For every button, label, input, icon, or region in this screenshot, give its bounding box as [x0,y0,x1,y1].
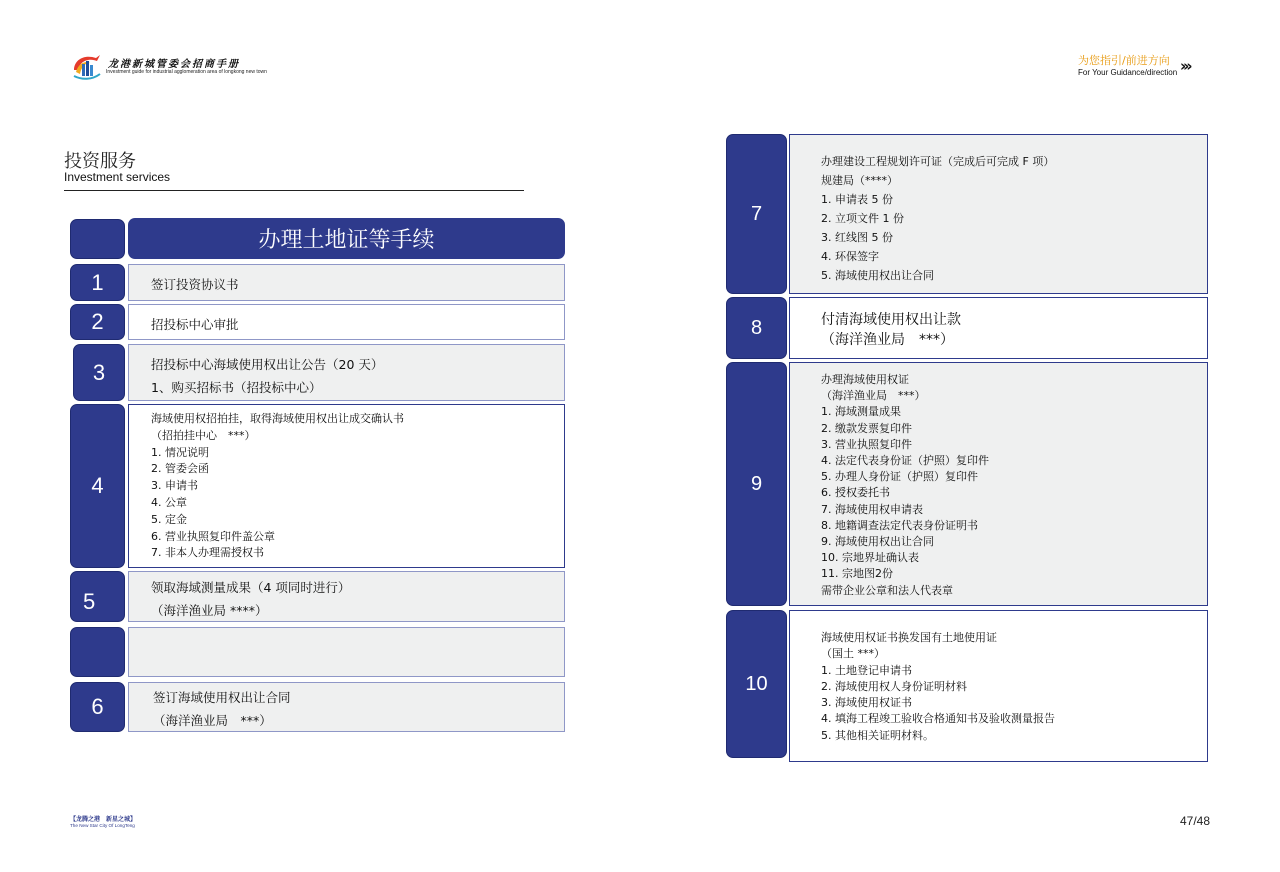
step-line: 办理海域使用权证 [821,373,909,386]
step-box-blank [128,627,565,677]
step-line: 10. 宗地界址确认表 [821,551,919,565]
step-line: 2. 立项文件 1 份 [821,212,904,225]
step-line: 签订投资协议书 [151,277,239,292]
step-line: 7. 非本人办理需授权书 [151,546,264,560]
step-box [128,404,565,568]
step-line: 签订海域使用权出让合同 [153,690,291,705]
step-line: （海洋渔业局 ***） [153,713,272,728]
step-line: 6. 营业执照复印件盖公章 [151,529,275,543]
banner-number-blank [70,219,125,259]
step-line: 5. 其他相关证明材料。 [821,728,934,742]
step-line: 3. 申请书 [151,479,198,493]
step-line: 1. 海域测量成果 [821,405,901,419]
step-line: 7. 海域使用权申请表 [821,502,923,516]
step-box [789,362,1208,606]
section-subtitle: Investment services [64,170,171,184]
section-title: 投资服务 [64,151,136,172]
step-line: 2. 海域使用权人身份证明材料 [821,679,967,693]
step-line: 5. 办理人身份证（护照）复印件 [821,470,978,484]
step-number: 5 [70,571,125,622]
step-line: 2. 管委会函 [151,462,209,476]
step-line: 1. 土地登记申请书 [821,663,912,677]
step-box [128,571,565,622]
step-line: （海洋渔业局 ***） [821,389,926,403]
brand-title: 龙港新城管委会招商手册 [108,59,240,70]
step-line: 海域使用权证书换发国有土地使用证 [821,631,997,644]
step-number: 4 [70,404,125,568]
step-line: 9. 海域使用权出让合同 [821,535,934,549]
footer-slogan-en: The New Star City Of LongTeng [70,823,135,828]
step-number-blank [70,627,125,677]
step-number: 10 [726,610,787,758]
step-box [789,610,1208,762]
chevrons-right-icon: ››› [1180,57,1190,75]
step-box [789,134,1208,294]
step-line: 4. 法定代表身份证（护照）复印件 [821,454,989,468]
step-line: （招拍挂中心 ***） [151,428,256,442]
step-line: （海洋渔业局 ***） [821,332,954,348]
section-divider [64,190,524,191]
step-number: 1 [70,264,125,301]
step-number: 2 [70,304,125,340]
step-line: 1、购买招标书（招投标中心） [151,380,322,395]
step-line: 4. 公章 [151,495,187,509]
step-line: 办理建设工程规划许可证（完成后可完成 F 项） [821,155,1055,168]
step-box [128,344,565,401]
step-line: （海洋渔业局 ****） [151,603,268,618]
guidance-cn: 为您指引/前进方向 [1078,54,1170,67]
step-number: 6 [70,682,125,732]
footer-slogan: 【龙腾之港 新星之城】 [70,816,137,823]
step-line: 2. 缴款发票复印件 [821,421,912,435]
step-number: 8 [726,297,787,359]
step-line: 5. 海域使用权出让合同 [821,269,934,282]
step-box [128,264,565,301]
step-line: 3. 红线图 5 份 [821,231,893,244]
step-line: 领取海域测量成果（4 项同时进行） [151,580,351,595]
step-line: 付清海域使用权出让款 [821,312,961,328]
brand-logo-icon [70,52,102,80]
step-line: 1. 申请表 5 份 [821,193,893,206]
banner-title: 办理土地证等手续 [128,218,565,259]
step-line: 3. 海域使用权证书 [821,696,912,710]
step-box [128,304,565,340]
step-line: 4. 填海工程竣工验收合格通知书及验收测量报告 [821,712,1055,726]
step-line: 海域使用权招拍挂，取得海域使用权出让成交确认书 [151,412,404,425]
step-box [789,297,1208,359]
page-number: 47/48 [1180,814,1211,828]
step-number: 3 [73,344,125,401]
step-line: 3. 营业执照复印件 [821,437,912,451]
step-number: 7 [726,134,787,294]
guidance-en: For Your Guidance/direction [1078,68,1178,77]
step-box [128,682,565,732]
guidance-label [1078,54,1177,78]
step-line: 规建局（****） [821,174,898,187]
step-line: （国土 ***） [821,647,885,661]
step-line: 6. 授权委托书 [821,486,890,500]
brand-subtitle: Investment guide for industrial agglomeration area of longkong new town [106,69,267,75]
step-line: 4. 环保签字 [821,250,879,263]
step-line: 招投标中心审批 [151,317,239,332]
step-line: 1. 情况说明 [151,445,209,459]
step-line: 5. 定金 [151,512,187,526]
step-line: 8. 地籍调查法定代表身份证明书 [821,518,978,532]
step-number: 9 [726,362,787,606]
step-line: 招投标中心海域使用权出让公告（20 天） [151,357,384,372]
step-line: 11. 宗地图2份 [821,567,893,581]
step-line: 需带企业公章和法人代表章 [821,583,953,597]
